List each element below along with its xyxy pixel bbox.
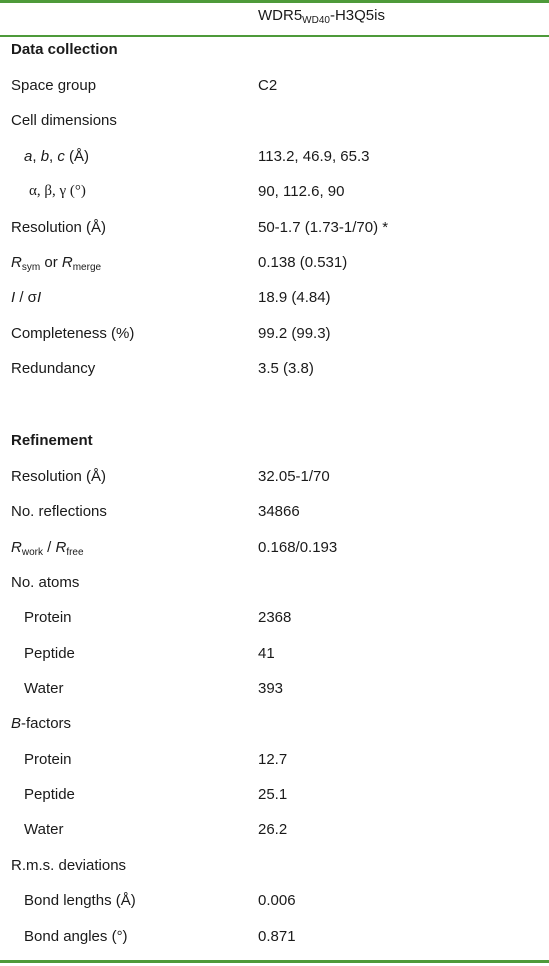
row-label: Space group <box>11 77 97 94</box>
row-label: No. reflections <box>11 503 107 520</box>
section-refinement <box>0 423 549 458</box>
row-value: 393 <box>258 680 284 697</box>
row-value: 34866 <box>258 503 300 520</box>
table-row <box>0 706 549 741</box>
row-label: a, b, c (Å) <box>24 148 90 165</box>
table-row <box>0 671 549 706</box>
row-label: Water <box>24 680 64 697</box>
table-row <box>0 494 549 529</box>
row-label: $R_{sym}$ or $R_{merge}$ <box>11 254 102 273</box>
row-label: Protein <box>24 751 72 768</box>
table-row <box>0 600 549 635</box>
table-row <box>0 565 549 600</box>
row-label: Resolution (Å) <box>11 468 107 485</box>
row-value: 25.1 <box>258 786 288 803</box>
row-value: 0.168/0.193 <box>258 539 338 556</box>
table-row <box>0 812 549 847</box>
row-value: 3.5 (3.8) <box>258 360 314 377</box>
table-row <box>0 139 549 174</box>
section-title: Data collection <box>11 41 118 58</box>
row-value: 12.7 <box>258 751 288 768</box>
table-row <box>0 636 549 671</box>
row-value: 41 <box>258 645 275 662</box>
column-header <box>258 3 385 29</box>
row-label: No. atoms <box>11 574 80 591</box>
table-row <box>0 210 549 245</box>
table-row <box>0 777 549 812</box>
row-value: 18.9 (4.84) <box>258 289 331 306</box>
table-row <box>0 848 549 883</box>
row-label: Cell dimensions <box>11 112 117 129</box>
table-row <box>0 883 549 918</box>
row-label: Redundancy <box>11 360 96 377</box>
table-row <box>0 742 549 777</box>
row-value: 113.2, 46.9, 65.3 <box>258 148 370 165</box>
row-label: B-factors <box>11 715 72 732</box>
table-row <box>0 103 549 138</box>
row-value: 0.138 (0.531) <box>258 254 348 271</box>
row-label: Completeness (%) <box>11 325 135 342</box>
row-value: C2 <box>258 77 278 94</box>
row-label: Peptide <box>24 645 75 662</box>
row-label: $R_{work} / R_{free}$ <box>11 539 84 558</box>
table-row <box>0 459 549 494</box>
row-value: 90, 112.6, 90 <box>258 183 345 200</box>
table-bottom-rule <box>0 960 549 963</box>
row-value: 50-1.7 (1.73-1/70) * <box>258 219 389 236</box>
row-label: I / σI <box>11 289 42 306</box>
table-row <box>0 530 549 565</box>
row-value: 32.05-1/70 <box>258 468 330 485</box>
row-label: α, β, γ (°) <box>29 183 86 199</box>
construct-suffix: -H3Q5is <box>329 7 385 24</box>
table-row <box>0 919 549 954</box>
row-value: 0.006 <box>258 892 296 909</box>
table-row <box>0 245 549 280</box>
row-value: 0.871 <box>258 928 296 945</box>
construct-name: WDR5 <box>258 7 303 24</box>
table-row <box>0 280 549 315</box>
row-value: 26.2 <box>258 821 288 838</box>
table-row <box>0 316 549 351</box>
section-data-collection <box>0 32 549 67</box>
row-label: Protein <box>24 609 72 626</box>
construct-subscript: WD40 <box>302 15 330 26</box>
section-title: Refinement <box>11 432 93 449</box>
row-value: 99.2 (99.3) <box>258 325 331 342</box>
row-label: Bond lengths (Å) <box>24 892 136 909</box>
row-label: R.m.s. deviations <box>11 857 127 874</box>
row-label: Bond angles (°) <box>24 928 128 945</box>
row-label: Peptide <box>24 786 75 803</box>
table-row <box>0 68 549 103</box>
row-label: Resolution (Å) <box>11 219 107 236</box>
table-row <box>0 351 549 386</box>
row-value: 2368 <box>258 609 292 626</box>
row-label: Water <box>24 821 64 838</box>
table-row <box>0 174 549 209</box>
